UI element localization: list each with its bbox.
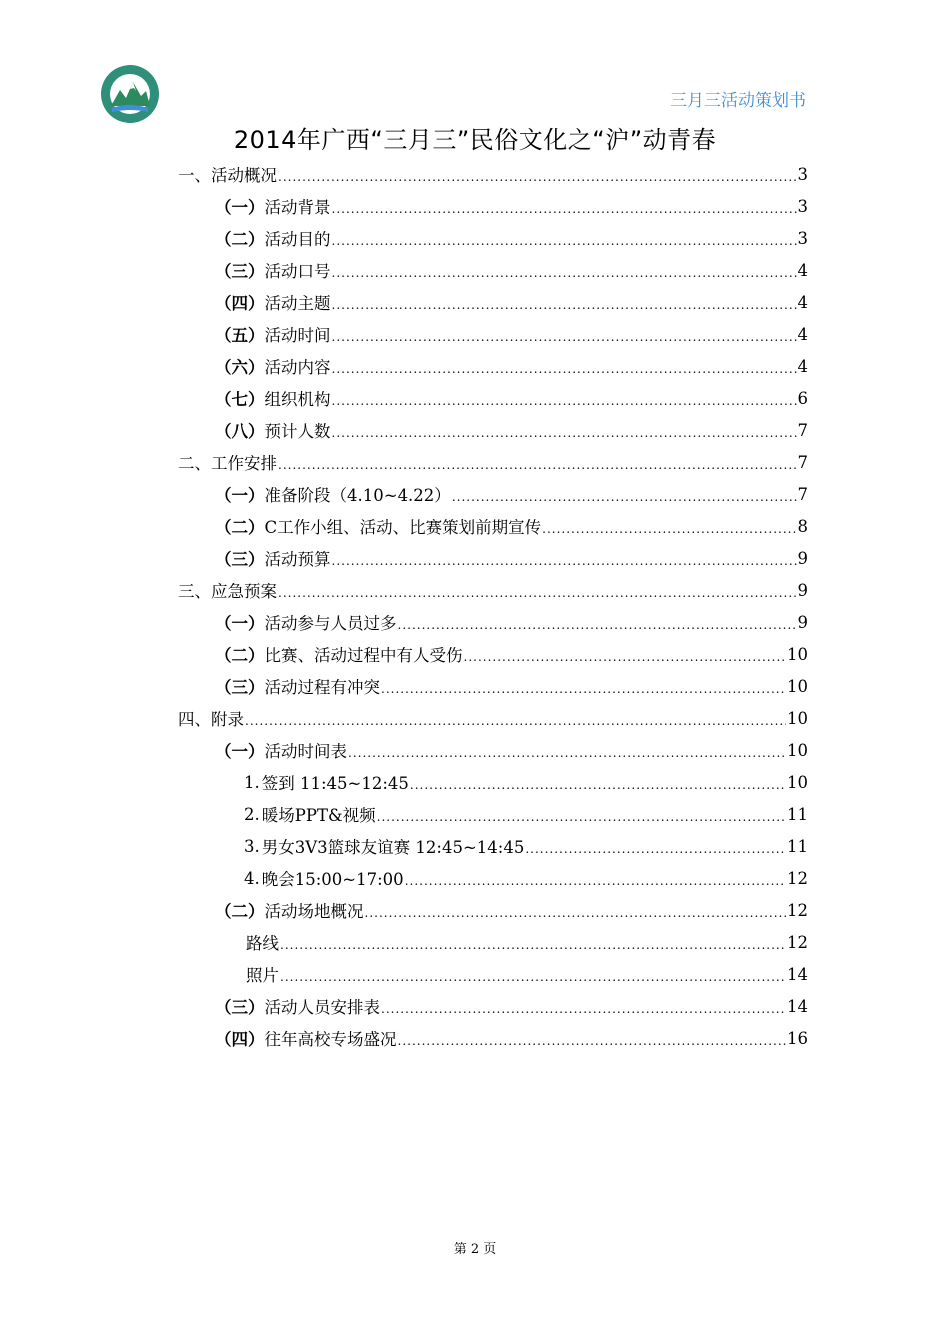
toc-entry[interactable]	[178, 638, 808, 670]
toc-entry[interactable]	[178, 254, 808, 286]
toc-entry-page: 3	[797, 196, 808, 216]
toc-entry-page: 16	[787, 1028, 808, 1048]
toc-entry[interactable]	[178, 510, 808, 542]
toc-dot-leader	[365, 907, 787, 926]
toc-dot-leader	[245, 715, 786, 734]
toc-dot-leader	[332, 299, 797, 318]
toc-entry-number: （二）	[215, 902, 265, 921]
toc-entry-number: （八）	[215, 422, 265, 441]
toc-entry-label: 活动参与人员过多	[264, 614, 397, 633]
toc-entry[interactable]	[178, 670, 808, 702]
toc-entry-page: 3	[797, 228, 808, 248]
toc-dot-leader	[398, 1035, 787, 1054]
toc-entry-label: 活动概况	[211, 166, 277, 185]
toc-entry-number: （一）	[215, 742, 265, 761]
toc-entry-number: （三）	[215, 262, 265, 281]
toc-dot-leader	[280, 971, 786, 990]
toc-dot-leader	[332, 203, 797, 222]
toc-entry-page: 11	[787, 836, 808, 856]
toc-entry-number: 三、	[178, 582, 211, 601]
toc-dot-leader	[278, 171, 797, 190]
toc-entry-number: （三）	[215, 550, 265, 569]
toc-entry-label: 路线	[246, 934, 279, 953]
toc-entry-page: 14	[787, 964, 808, 984]
toc-entry-number: 四、	[178, 710, 211, 729]
header-title: 三月三活动策划书	[670, 91, 806, 111]
toc-entry-number: （三）	[215, 998, 265, 1017]
toc-entry-label: 活动背景	[264, 198, 331, 217]
toc-entry-label: 暖场PPT&视频	[261, 806, 376, 825]
toc-dot-leader	[452, 491, 797, 510]
toc-entry-label: 活动主题	[264, 294, 331, 313]
toc-entry[interactable]	[178, 926, 808, 958]
toc-entry[interactable]	[178, 862, 808, 894]
toc-dot-leader	[464, 651, 787, 670]
toc-entry[interactable]	[178, 990, 808, 1022]
toc-entry-page: 10	[787, 740, 808, 760]
toc-entry-page: 12	[787, 868, 808, 888]
toc-entry-number: 2.	[244, 804, 260, 824]
toc-entry-page: 4	[797, 356, 808, 376]
toc-entry-label: 组织机构	[264, 390, 331, 409]
toc-entry-page: 4	[797, 324, 808, 344]
toc-entry-label: 预计人数	[264, 422, 331, 441]
toc-dot-leader	[332, 395, 797, 414]
toc-entry-label: 活动人员安排表	[264, 998, 380, 1017]
toc-entry[interactable]	[178, 350, 808, 382]
toc-entry-page: 9	[797, 548, 808, 568]
toc-entry[interactable]	[178, 894, 808, 926]
page-number-footer: 第 2 页	[453, 1242, 497, 1257]
toc-entry[interactable]	[178, 382, 808, 414]
toc-entry[interactable]	[178, 830, 808, 862]
toc-entry-label: 比赛、活动过程中有人受伤	[264, 646, 463, 665]
toc-dot-leader	[278, 587, 797, 606]
toc-entry-label: C工作小组、活动、比赛策划前期宣传	[264, 518, 542, 537]
toc-entry[interactable]	[178, 446, 808, 478]
toc-entry-label: 往年高校专场盛况	[264, 1030, 397, 1049]
toc-dot-leader	[332, 331, 797, 350]
toc-entry-number: 1.	[244, 772, 260, 792]
toc-entry-number: （二）	[215, 230, 265, 249]
toc-entry[interactable]	[178, 286, 808, 318]
toc-entry-label: 工作安排	[211, 454, 277, 473]
toc-dot-leader	[332, 267, 797, 286]
toc-entry-label: 准备阶段（4.10~4.22）	[264, 486, 451, 505]
toc-entry-number: （七）	[215, 390, 265, 409]
organization-logo	[100, 64, 160, 124]
toc-entry-label: 活动预算	[264, 550, 331, 569]
toc-entry[interactable]	[178, 542, 808, 574]
toc-entry-number: （二）	[215, 646, 265, 665]
toc-entry[interactable]	[178, 766, 808, 798]
toc-entry-page: 10	[787, 644, 808, 664]
toc-entry-label: 晚会15:00~17:00	[261, 870, 404, 889]
toc-entry-label: 活动时间	[264, 326, 331, 345]
toc-entry-number: （四）	[215, 294, 265, 313]
toc-dot-leader	[381, 683, 786, 702]
toc-entry-page: 6	[797, 388, 808, 408]
toc-entry-page: 3	[797, 164, 808, 184]
toc-dot-leader	[542, 523, 796, 542]
toc-entry-page: 10	[787, 708, 808, 728]
toc-entry-label: 活动内容	[264, 358, 331, 377]
toc-dot-leader	[348, 747, 786, 766]
table-of-contents	[178, 158, 808, 1054]
toc-entry-number: （三）	[215, 678, 265, 697]
document-title: 2014年广西“三月三”民俗文化之“沪”动青春	[233, 126, 717, 154]
toc-entry[interactable]	[178, 1022, 808, 1054]
toc-entry-label: 活动目的	[264, 230, 331, 249]
toc-entry-label: 附录	[211, 710, 244, 729]
toc-entry-number: （一）	[215, 614, 265, 633]
toc-entry[interactable]	[178, 318, 808, 350]
toc-dot-leader	[381, 1003, 786, 1022]
toc-entry-number: （五）	[215, 326, 265, 345]
toc-entry-page: 7	[797, 484, 808, 504]
toc-entry-page: 8	[797, 516, 808, 536]
toc-entry-number: 二、	[178, 454, 211, 473]
toc-entry-page: 10	[787, 676, 808, 696]
toc-entry-page: 12	[787, 900, 808, 920]
toc-dot-leader	[410, 779, 786, 798]
toc-entry-page: 9	[797, 612, 808, 632]
toc-entry-number: （四）	[215, 1030, 265, 1049]
toc-entry-number: （六）	[215, 358, 265, 377]
toc-entry-label: 应急预案	[211, 582, 277, 601]
toc-entry[interactable]	[178, 958, 808, 990]
toc-dot-leader	[525, 843, 786, 862]
toc-entry-page: 12	[787, 932, 808, 952]
toc-entry-number: （二）	[215, 518, 265, 537]
toc-entry-number: 4.	[244, 868, 260, 888]
toc-entry-label: 活动过程有冲突	[264, 678, 380, 697]
toc-dot-leader	[332, 235, 797, 254]
toc-entry-label: 男女3V3篮球友谊赛 12:45~14:45	[261, 838, 525, 857]
toc-entry[interactable]	[178, 734, 808, 766]
toc-entry[interactable]	[178, 190, 808, 222]
toc-entry-number: （一）	[215, 486, 265, 505]
toc-entry-page: 14	[787, 996, 808, 1016]
toc-entry-page: 9	[797, 580, 808, 600]
toc-entry-page: 4	[797, 292, 808, 312]
toc-entry-number: 一、	[178, 166, 211, 185]
toc-entry[interactable]	[178, 414, 808, 446]
toc-dot-leader	[332, 363, 797, 382]
toc-entry-label: 照片	[246, 966, 279, 985]
toc-dot-leader	[398, 619, 797, 638]
toc-entry-page: 4	[797, 260, 808, 280]
toc-entry[interactable]	[178, 574, 808, 606]
toc-dot-leader	[332, 427, 797, 446]
toc-entry-page: 7	[797, 420, 808, 440]
toc-entry[interactable]	[178, 158, 808, 190]
toc-entry-label: 签到 11:45~12:45	[261, 774, 409, 793]
toc-entry[interactable]	[178, 478, 808, 510]
toc-entry-page: 11	[787, 804, 808, 824]
toc-dot-leader	[405, 875, 786, 894]
toc-entry-page: 7	[797, 452, 808, 472]
toc-dot-leader	[278, 459, 797, 478]
toc-entry[interactable]	[178, 798, 808, 830]
toc-dot-leader	[332, 555, 797, 574]
toc-dot-leader	[377, 811, 786, 830]
toc-entry-label: 活动场地概况	[264, 902, 364, 921]
toc-entry[interactable]	[178, 606, 808, 638]
toc-entry-number: （一）	[215, 198, 265, 217]
toc-entry-label: 活动时间表	[264, 742, 347, 761]
toc-entry-number: 3.	[244, 836, 260, 856]
toc-entry[interactable]	[178, 222, 808, 254]
toc-dot-leader	[280, 939, 786, 958]
toc-entry-page: 10	[787, 772, 808, 792]
toc-entry-label: 活动口号	[264, 262, 331, 281]
toc-entry[interactable]	[178, 702, 808, 734]
